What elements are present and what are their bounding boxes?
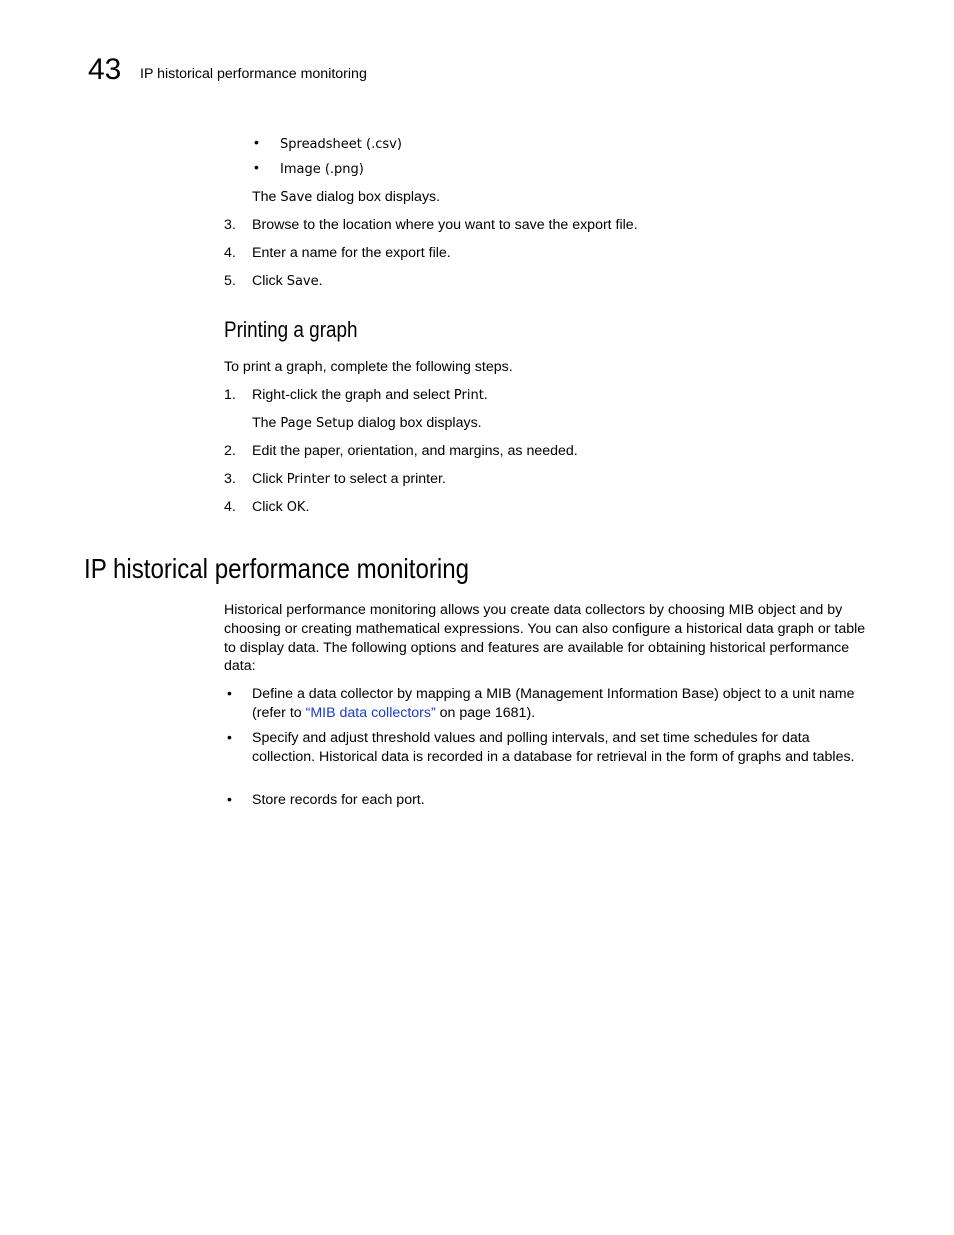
step-number: 4. (224, 499, 236, 515)
section-heading-main: IP historical performance monitoring (84, 553, 470, 584)
step-number: 1. (224, 387, 236, 403)
bullet-glyph: • (227, 729, 232, 745)
ui-term: Save (280, 190, 313, 205)
page-setup-note (252, 414, 482, 433)
ui-term: OK (286, 500, 306, 515)
bullet-glyph: • (254, 134, 259, 150)
text-run: . (305, 499, 310, 515)
step-text: Browse to the location where you want to save the export file. (252, 217, 638, 233)
printing-intro: To print a graph, complete the following steps. (224, 359, 513, 375)
bullet-glyph: • (254, 159, 259, 175)
list-item: Store records for each port. (252, 792, 425, 808)
text-run: . (318, 273, 323, 289)
text-run: Right-click the graph and select (252, 387, 454, 403)
bullet-glyph: • (227, 791, 232, 807)
text-run: on page 1681). (435, 704, 536, 721)
ui-term: Print (453, 388, 484, 403)
list-item: Specify and adjust threshold values and polling intervals, and set time schedules for data collection. Historical data is recorded in a database for retrieval in the form of graphs and tables. (252, 730, 855, 765)
step-text (252, 272, 323, 291)
text-run: Click (252, 499, 287, 515)
text-run: Click (252, 273, 287, 289)
text-run: to select a printer. (329, 471, 446, 487)
step-text: Enter a name for the export file. (252, 245, 451, 261)
text-run: dialog box displays. (312, 189, 441, 205)
ui-term: Printer (286, 472, 330, 487)
text-run: Click (252, 471, 287, 487)
section-paragraph: Historical performance monitoring allows you create data collectors by choosing MIB object and by choosing or creating mathematical expressions. You can also configure a historical data graph or table to display data. The following options and features are available for obtaining historical performance data: (224, 602, 866, 675)
step-text (252, 386, 488, 405)
mib-data-collectors-link[interactable]: “MIB data collectors” (305, 704, 436, 721)
step-number: 3. (224, 471, 236, 487)
step-number: 5. (224, 273, 236, 289)
bullet-glyph: • (227, 685, 232, 701)
text-run: dialog box displays. (353, 415, 482, 431)
step-text (252, 470, 446, 489)
export-format-csv: Spreadsheet (.csv) (280, 137, 402, 152)
step-number: 2. (224, 443, 236, 459)
text-run: . (483, 387, 488, 403)
running-header-title: IP historical performance monitoring (140, 66, 367, 82)
ui-term: Save (286, 274, 319, 289)
section-heading-printing: Printing a graph (224, 317, 358, 342)
list-item (252, 685, 872, 723)
step-text (252, 498, 309, 517)
chapter-number: 43 (88, 53, 122, 86)
text-run: Define a data collector by mapping a MIB (Management Information Base) object to a unit name (refer to (252, 686, 855, 721)
text-run: The (252, 415, 281, 431)
step-number: 3. (224, 217, 236, 233)
ui-term: Page Setup (280, 416, 354, 431)
save-dialog-note (252, 188, 440, 207)
step-number: 4. (224, 245, 236, 261)
export-format-png: Image (.png) (280, 162, 364, 177)
text-run: The (252, 189, 281, 205)
step-text: Edit the paper, orientation, and margins, as needed. (252, 443, 578, 459)
